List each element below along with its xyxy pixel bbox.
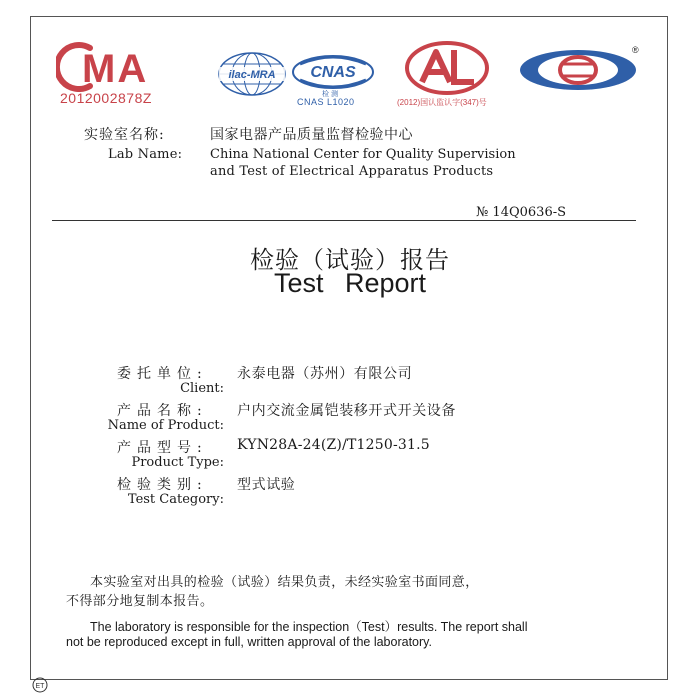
report-number: № 14Q0636-S — [476, 205, 567, 220]
test-category-label-zh: 检验类别: — [117, 477, 208, 493]
ccc-logo — [518, 48, 638, 92]
cma-logo-text: MA — [82, 47, 149, 91]
lab-name-zh: 国家电器产品质量监督检验中心 — [210, 127, 413, 143]
product-type-label-en: Product Type: — [131, 455, 224, 470]
cnas-number: CNAS L1020 — [297, 97, 355, 107]
cnas-logo-text: CNAS — [310, 64, 356, 81]
lab-name-label-en: Lab Name: — [108, 147, 183, 162]
client-label-zh: 委托单位: — [117, 366, 208, 382]
cal-caption: (2012)国认监认字(347)号 — [397, 98, 487, 107]
statement-en — [66, 620, 656, 650]
et-mark-text: ET — [35, 683, 45, 690]
statement-zh — [66, 573, 646, 611]
statement-en-line2: not be reproduced except in full, written approval of the laboratory. — [66, 635, 432, 649]
lab-name-en-line2: and Test of Electrical Apparatus Products — [210, 164, 494, 179]
statement-zh-line1: 本实验室对出具的检验（试验）结果负责，未经实验室书面同意， — [90, 575, 479, 590]
cnas-sub: 检 测 — [322, 91, 338, 98]
cma-number: 2012002878Z — [60, 90, 152, 106]
statement-en-line1: The laboratory is responsible for the inspection（Test）results. The report shall — [90, 620, 528, 634]
et-mark — [32, 677, 48, 693]
product-name-label-zh: 产品名称: — [117, 403, 208, 419]
cma-logo — [56, 40, 184, 92]
lab-name-en-line1: China National Center for Quality Supervision — [210, 147, 516, 162]
report-title-zh: 检验（试验）报告 — [250, 246, 450, 274]
product-name-value: 户内交流金属铠装移开式开关设备 — [237, 403, 456, 419]
ilac-mra-logo — [215, 50, 289, 98]
client-value: 永泰电器（苏州）有限公司 — [237, 366, 413, 382]
product-type-label-zh: 产品型号: — [117, 440, 208, 456]
test-category-value: 型式试验 — [237, 477, 296, 493]
statement-zh-line2: 不得部分地复制本报告。 — [66, 594, 214, 609]
lab-name-label-zh: 实验室名称: — [84, 127, 165, 143]
test-category-label-en: Test Category: — [127, 492, 224, 507]
cnas-logo — [290, 52, 376, 92]
registered-mark: ® — [632, 45, 639, 55]
report-title-en: Test Report — [273, 268, 427, 298]
product-name-label-en: Name of Product: — [107, 418, 224, 433]
lab-name-block — [84, 126, 516, 179]
client-label-en: Client: — [180, 381, 224, 396]
header-rule — [52, 220, 636, 221]
product-type-value: KYN28A-24(Z)/T1250-31.5 — [237, 437, 430, 453]
cal-logo — [402, 40, 492, 96]
ilac-logo-text: ilac-MRA — [228, 69, 276, 81]
